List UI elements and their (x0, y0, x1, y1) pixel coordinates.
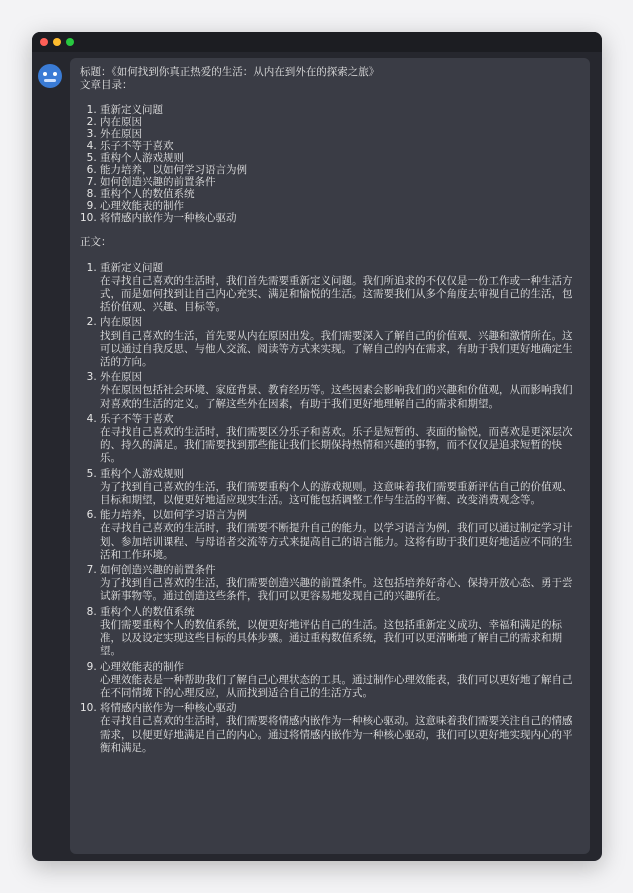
section-body: 为了找到自己喜欢的生活，我们需要重构个人的游戏规则。这意味着我们需要重新评估自己的价值观、目标和期望，以便更好地适应现实生活。这可能包括调整工作与生活的平衡、改变消费观念等。 (100, 480, 573, 507)
section-body: 在寻找自己喜欢的生活时，我们首先需要重新定义问题。我们所追求的不仅仅是一份工作或一种生活方式，而是如何找到让自己内心充实、满足和愉悦的生活。这需要我们从多个角度去审视自己的生活，包括价值观、兴趣、目标等。 (100, 274, 573, 314)
toc-item: 5. 重构个人游戏规则 (100, 152, 580, 164)
section-title: 6. 能力培养，以如何学习语言为例 (100, 509, 247, 522)
section-body: 在寻找自己喜欢的生活时，我们需要将情感内嵌作为一种核心驱动。这意味着我们需要关注自己的情感需求，以便更好地满足自己的内心。通过将情感内嵌作为一种核心驱动，我们可以更好地实现内心的平衡和满足。 (100, 715, 573, 754)
section-item (100, 606, 580, 659)
toc-item: 3. 外在原因 (100, 128, 580, 140)
section-item (100, 468, 580, 508)
section-title: 5. 重构个人游戏规则 (100, 467, 184, 480)
maximize-window-button[interactable] (66, 38, 74, 46)
toc-item: 6. 能力培养，以如何学习语言为例 (100, 164, 580, 176)
section-item (100, 564, 580, 604)
toc-label: 文章目录： (80, 79, 133, 92)
section-body: 为了找到自己喜欢的生活，我们需要创造兴趣的前置条件。这包括培养好奇心、保持开放心态、勇于尝试新事物等。通过创造这些条件，我们可以更容易地发现自己的兴趣所在。 (100, 577, 573, 603)
section-item (100, 316, 580, 369)
section-list (80, 262, 580, 755)
minimize-window-button[interactable] (53, 38, 61, 46)
section-title: 8. 重构个人的数值系统 (100, 605, 195, 618)
section-title: 2. 内在原因 (100, 316, 142, 329)
toc-item: 1. 重新定义问题 (100, 104, 580, 116)
body-label: 正文： (80, 236, 112, 249)
section-item (100, 509, 580, 562)
toc-list (80, 104, 580, 224)
message-bubble (70, 58, 590, 854)
toc-item: 9. 心理效能表的制作 (100, 200, 580, 212)
section-body: 在寻找自己喜欢的生活时，我们需要区分乐子和喜欢。乐子是短暂的、表面的愉悦，而喜欢是更深层次的、持久的满足。我们需要找到那些能让我们长期保持热情和兴趣的事物，而不仅仅是追求短暂的快乐。 (100, 426, 573, 465)
section-body: 外在原因包括社会环境、家庭背景、教育经历等。这些因素会影响我们的兴趣和价值观，从而影响我们对喜欢的生活的定义。了解这些外在因素，有助于我们更好地理解自己的需求和期望。 (100, 384, 573, 410)
toc-item: 2. 内在原因 (100, 116, 580, 128)
title-bar (32, 32, 602, 52)
toc-item: 4. 乐子不等于喜欢 (100, 140, 580, 152)
section-title: 7. 如何创造兴趣的前置条件 (100, 564, 216, 577)
section-title: 9. 心理效能表的制作 (100, 660, 184, 673)
section-item (100, 661, 580, 701)
toc-item: 8. 重构个人的数值系统 (100, 188, 580, 200)
assistant-avatar-icon (38, 64, 62, 88)
section-body: 我们需要重构个人的数值系统，以便更好地评估自己的生活。这包括重新定义成功、幸福和满足的标准，以及设定实现这些目标的具体步骤。通过重构数值系统，我们可以更清晰地了解自己的需求和期望。 (100, 618, 562, 658)
section-body: 在寻找自己喜欢的生活时，我们需要不断提升自己的能力。以学习语言为例，我们可以通过制定学习计划、参加培训课程、与母语者交流等方式来提高自己的语言能力。这将有助于我们更好地适应不同的生活和工作环境。 (100, 522, 573, 561)
toc-item: 10. 将情感内嵌作为一种核心驱动 (100, 212, 580, 224)
section-body: 心理效能表是一种帮助我们了解自己心理状态的工具。通过制作心理效能表，我们可以更好地了解自己在不同情境下的心理反应，从而找到适合自己的生活方式。 (100, 673, 573, 699)
section-title: 10. 将情感内嵌作为一种核心驱动 (100, 702, 237, 715)
section-title: 1. 重新定义问题 (100, 261, 163, 274)
section-title: 4. 乐子不等于喜欢 (100, 412, 174, 425)
section-item (100, 413, 580, 466)
chat-window (32, 32, 602, 861)
section-item (100, 702, 580, 755)
section-title: 3. 外在原因 (100, 371, 142, 384)
close-window-button[interactable] (40, 38, 48, 46)
section-item (100, 262, 580, 315)
toc-item: 7. 如何创造兴趣的前置条件 (100, 176, 580, 188)
section-body: 找到自己喜欢的生活，首先要从内在原因出发。我们需要深入了解自己的价值观、兴趣和激情所在。这可以通过自我反思、与他人交流、阅读等方式来实现。了解自己的内在需求，有助于我们更好地确定生活的方向。 (100, 329, 573, 369)
section-item (100, 371, 580, 411)
article-heading: 标题：《如何找到你真正热爱的生活：从内在到外在的探索之旅》 (80, 66, 380, 78)
